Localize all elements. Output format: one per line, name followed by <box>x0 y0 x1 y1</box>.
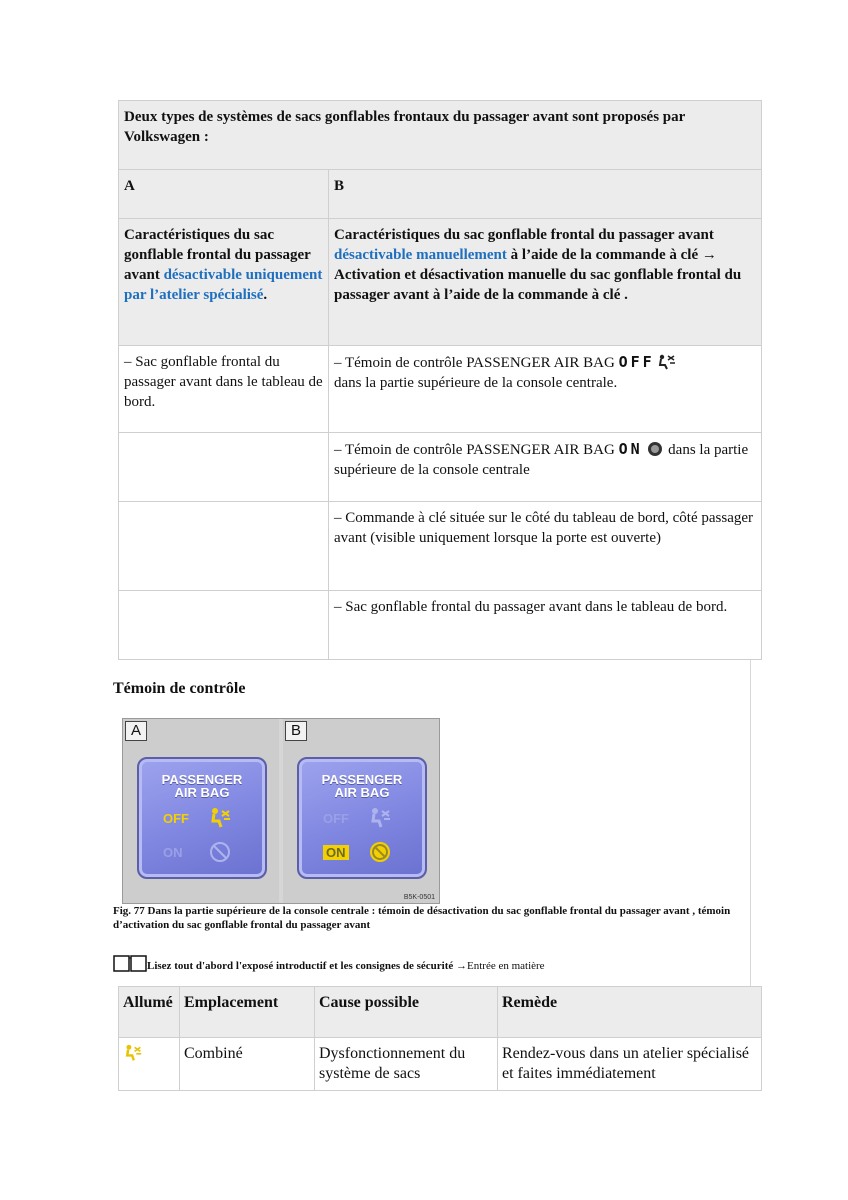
feature-a <box>119 219 329 346</box>
header-allume: Allumé <box>119 987 180 1038</box>
feature-a-link[interactable]: désactivable uniquement par l’atelier spécialisé <box>124 267 323 303</box>
column-a-header: A <box>119 170 329 219</box>
row2-a <box>119 433 329 502</box>
panel-b <box>283 719 439 903</box>
row1-b-text: – Témoin de contrôle PASSENGER AIR BAG <box>334 355 619 371</box>
indicator-line1: PASSENGER <box>321 772 403 787</box>
panel-a-letter: A <box>125 721 147 741</box>
child-seat-crossed-icon <box>209 841 231 863</box>
passenger-airbag-off-indicator <box>137 757 267 879</box>
row2-b-text-2: dans la partie supérieure de la console centrale <box>334 442 749 478</box>
remede-cell: Rendez-vous dans un atelier spécialisé et faites immédiatement <box>498 1038 762 1091</box>
off-symbol: OFF <box>618 353 655 371</box>
airbag-off-icon <box>658 354 676 370</box>
header-emplacement: Emplacement <box>180 987 315 1038</box>
row2-b <box>329 433 762 502</box>
divider-line <box>750 660 751 990</box>
intro-link[interactable]: →Entrée en matière <box>456 960 545 972</box>
section-title: Témoin de contrôle <box>113 680 246 697</box>
figure-code: B5K-0501 <box>403 894 435 901</box>
feature-b-link[interactable]: désactivable manuellement <box>334 247 507 263</box>
feature-b-text: Caractéristiques du sac gonflable frontal du passager avant <box>334 227 714 243</box>
row1-b-text-2: dans la partie supérieure de la console centrale. <box>334 375 618 391</box>
off-label: OFF <box>163 811 189 826</box>
airbag-seat-icon <box>209 807 231 829</box>
notice-text: Lisez tout d'abord l'exposé introductif et les consignes de sécurité <box>147 960 454 972</box>
panel-b-letter: B <box>285 721 307 741</box>
feature-a-text: Caractéristiques du sac gonflable frontal du passager avant <box>124 227 311 283</box>
header-cause: Cause possible <box>315 987 498 1038</box>
row4-b: – Sac gonflable frontal du passager avant dans le tableau de bord. <box>329 591 762 660</box>
column-b-header: B <box>329 170 762 219</box>
airbag-on-icon <box>646 441 664 457</box>
child-seat-crossed-icon <box>369 841 391 863</box>
row4-a <box>119 591 329 660</box>
row2-b-text: – Témoin de contrôle PASSENGER AIR BAG <box>334 442 619 458</box>
on-label: ON <box>163 845 183 860</box>
figure-caption: Fig. 77 Dans la partie supérieure de la console centrale : témoin de désactivation du sac gonflable frontal du passager avant , témoin d’activation du sac gonflable frontal du passager avant <box>113 905 731 931</box>
passenger-airbag-on-indicator <box>297 757 427 879</box>
row3-b: – Commande à clé située sur le côté du tableau de bord, côté passager avant (visible uniquement lorsque la porte est ouverte) <box>329 502 762 591</box>
safety-notice <box>113 954 545 972</box>
panel-a <box>123 719 279 903</box>
figure-77 <box>122 718 440 904</box>
feature-b-end: à l’aide de la commande à clé → Activation et désactivation manuelle du sac gonflable frontal du passager avant à l’aide de la commande à clé . <box>334 247 742 303</box>
header-remede: Remède <box>498 987 762 1038</box>
row3-a <box>119 502 329 591</box>
feature-b <box>329 219 762 346</box>
cause-cell: Dysfonctionnement du système de sacs <box>315 1038 498 1091</box>
emplacement-cell: Combiné <box>180 1038 315 1091</box>
allume-cell <box>119 1038 180 1091</box>
indicator-table <box>118 986 762 1091</box>
airbag-seat-icon <box>369 807 391 829</box>
airbag-systems-table <box>118 100 762 660</box>
airbag-warning-icon <box>123 1044 143 1062</box>
row1-a: – Sac gonflable frontal du passager avant dans le tableau de bord. <box>119 346 329 433</box>
feature-a-end: . <box>263 287 268 303</box>
indicator-line2: AIR BAG <box>174 785 230 800</box>
book-icon <box>113 954 147 972</box>
row1-b <box>329 346 762 433</box>
indicator-line2: AIR BAG <box>334 785 390 800</box>
on-lit-label: ON <box>323 845 349 860</box>
off-label: OFF <box>323 811 349 826</box>
on-label <box>323 845 349 860</box>
indicator-line1: PASSENGER <box>161 772 243 787</box>
on-symbol: ON <box>618 440 643 458</box>
table-intro: Deux types de systèmes de sacs gonflables frontaux du passager avant sont proposés par Volkswagen : <box>119 101 762 170</box>
